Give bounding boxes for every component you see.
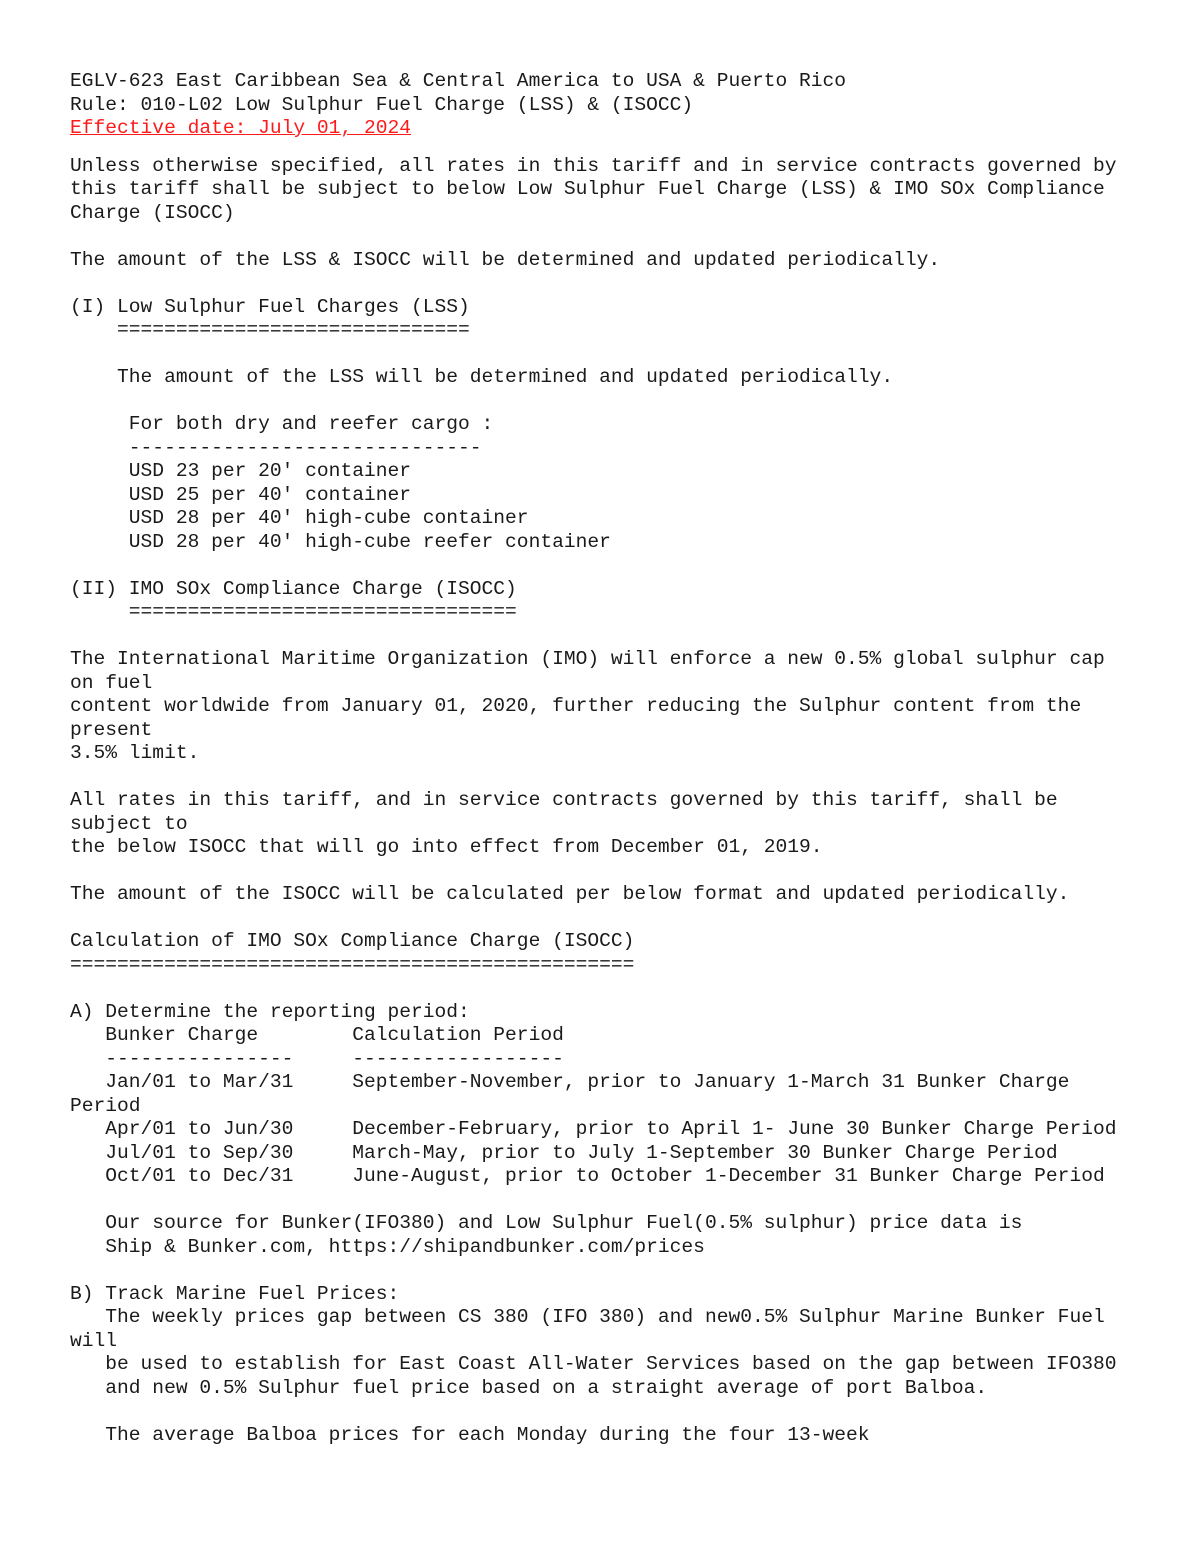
text-line: The amount of the LSS will be determined and updated periodically.: [70, 366, 894, 388]
blank-line: [70, 1259, 1180, 1283]
text-line: =================================: [70, 601, 517, 623]
text-line: All rates in this tariff, and in service contracts governed by this tariff, shall be: [70, 789, 1058, 811]
text-line: ---------------- ------------------: [70, 1047, 564, 1070]
text-line: Calculation of IMO SOx Compliance Charge (ISOCC): [70, 930, 635, 952]
text-line: USD 25 per 40' container: [70, 483, 411, 506]
text-line: Unless otherwise specified, all rates in this tariff and in service contracts governed by: [70, 154, 1117, 177]
text-line: ==============================: [70, 319, 470, 341]
text-line: Ship & Bunker.com, https://shipandbunker.com/prices: [70, 1235, 705, 1258]
blank-line: [70, 907, 1180, 931]
text-line: ------------------------------: [70, 436, 482, 459]
text-line: A) Determine the reporting period:: [70, 1000, 470, 1023]
text-line: USD 28 per 40' high-cube container: [70, 507, 529, 529]
text-line: on fuel: [70, 671, 153, 694]
blank-line: [70, 977, 1180, 1001]
text-line: The average Balboa prices for each Monday during the four 13-week: [70, 1423, 870, 1446]
text-line: Jan/01 to Mar/31 September-November, prior to January 1-March 31 Bunker Charge: [70, 1071, 1070, 1093]
text-line: Oct/01 to Dec/31 June-August, prior to October 1-December 31 Bunker Charge Period: [70, 1165, 1105, 1187]
text-line: The weekly prices gap between CS 380 (IFO 380) and new0.5% Sulphur Marine Bunker Fuel: [70, 1306, 1105, 1328]
text-line: Apr/01 to Jun/30 December-February, prior to April 1- June 30 Bunker Charge Period: [70, 1118, 1117, 1140]
blank-line: [70, 766, 1180, 790]
document-title: EGLV-623 East Caribbean Sea & Central America to USA & Puerto Rico: [70, 70, 847, 92]
spacer: [70, 141, 1180, 155]
blank-line: [70, 1400, 1180, 1424]
text-line: Bunker Charge Calculation Period: [70, 1024, 564, 1046]
blank-line: [70, 860, 1180, 884]
text-line: 3.5% limit.: [70, 742, 200, 764]
text-line: Charge (ISOCC): [70, 201, 235, 224]
text-line: ================================================: [70, 953, 635, 976]
text-line: The International Maritime Organization (IMO) will enforce a new 0.5% global sulphur cap: [70, 648, 1105, 670]
text-line: The amount of the LSS & ISOCC will be determined and updated periodically.: [70, 248, 941, 271]
text-line: (II) IMO SOx Compliance Charge (ISOCC): [70, 577, 517, 600]
tariff-document: [70, 70, 1180, 1447]
text-line: subject to: [70, 812, 188, 835]
text-line: B) Track Marine Fuel Prices:: [70, 1282, 400, 1305]
text-line: and new 0.5% Sulphur fuel price based on a straight average of port Balboa.: [70, 1376, 988, 1399]
blank-line: [70, 1189, 1180, 1213]
blank-line: [70, 272, 1180, 296]
blank-line: [70, 390, 1180, 414]
blank-line: [70, 625, 1180, 649]
rule-heading: Rule: 010-L02 Low Sulphur Fuel Charge (LSS) & (ISOCC): [70, 93, 694, 116]
blank-line: [70, 343, 1180, 367]
text-line: USD 28 per 40' high-cube reefer container: [70, 530, 611, 553]
effective-date: Effective date: July 01, 2024: [70, 117, 411, 139]
text-line: this tariff shall be subject to below Low Sulphur Fuel Charge (LSS) & IMO SOx Compliance: [70, 178, 1105, 200]
blank-line: [70, 554, 1180, 578]
text-line: be used to establish for East Coast All-Water Services based on the gap between IFO380: [70, 1353, 1117, 1375]
text-line: Period: [70, 1094, 141, 1117]
text-line: present: [70, 718, 153, 741]
blank-line: [70, 225, 1180, 249]
text-line: USD 23 per 20' container: [70, 460, 411, 482]
text-line: Our source for Bunker(IFO380) and Low Sulphur Fuel(0.5% sulphur) price data is: [70, 1212, 1023, 1234]
document-body: [70, 155, 1180, 1448]
text-line: will: [70, 1329, 118, 1352]
text-line: For both dry and reefer cargo :: [70, 413, 494, 435]
text-line: (I) Low Sulphur Fuel Charges (LSS): [70, 295, 470, 318]
text-line: the below ISOCC that will go into effect from December 01, 2019.: [70, 836, 823, 858]
text-line: The amount of the ISOCC will be calculated per below format and updated periodically.: [70, 883, 1070, 905]
text-line: content worldwide from January 01, 2020, further reducing the Sulphur content from the: [70, 695, 1082, 717]
text-line: Jul/01 to Sep/30 March-May, prior to July 1-September 30 Bunker Charge Period: [70, 1141, 1058, 1164]
